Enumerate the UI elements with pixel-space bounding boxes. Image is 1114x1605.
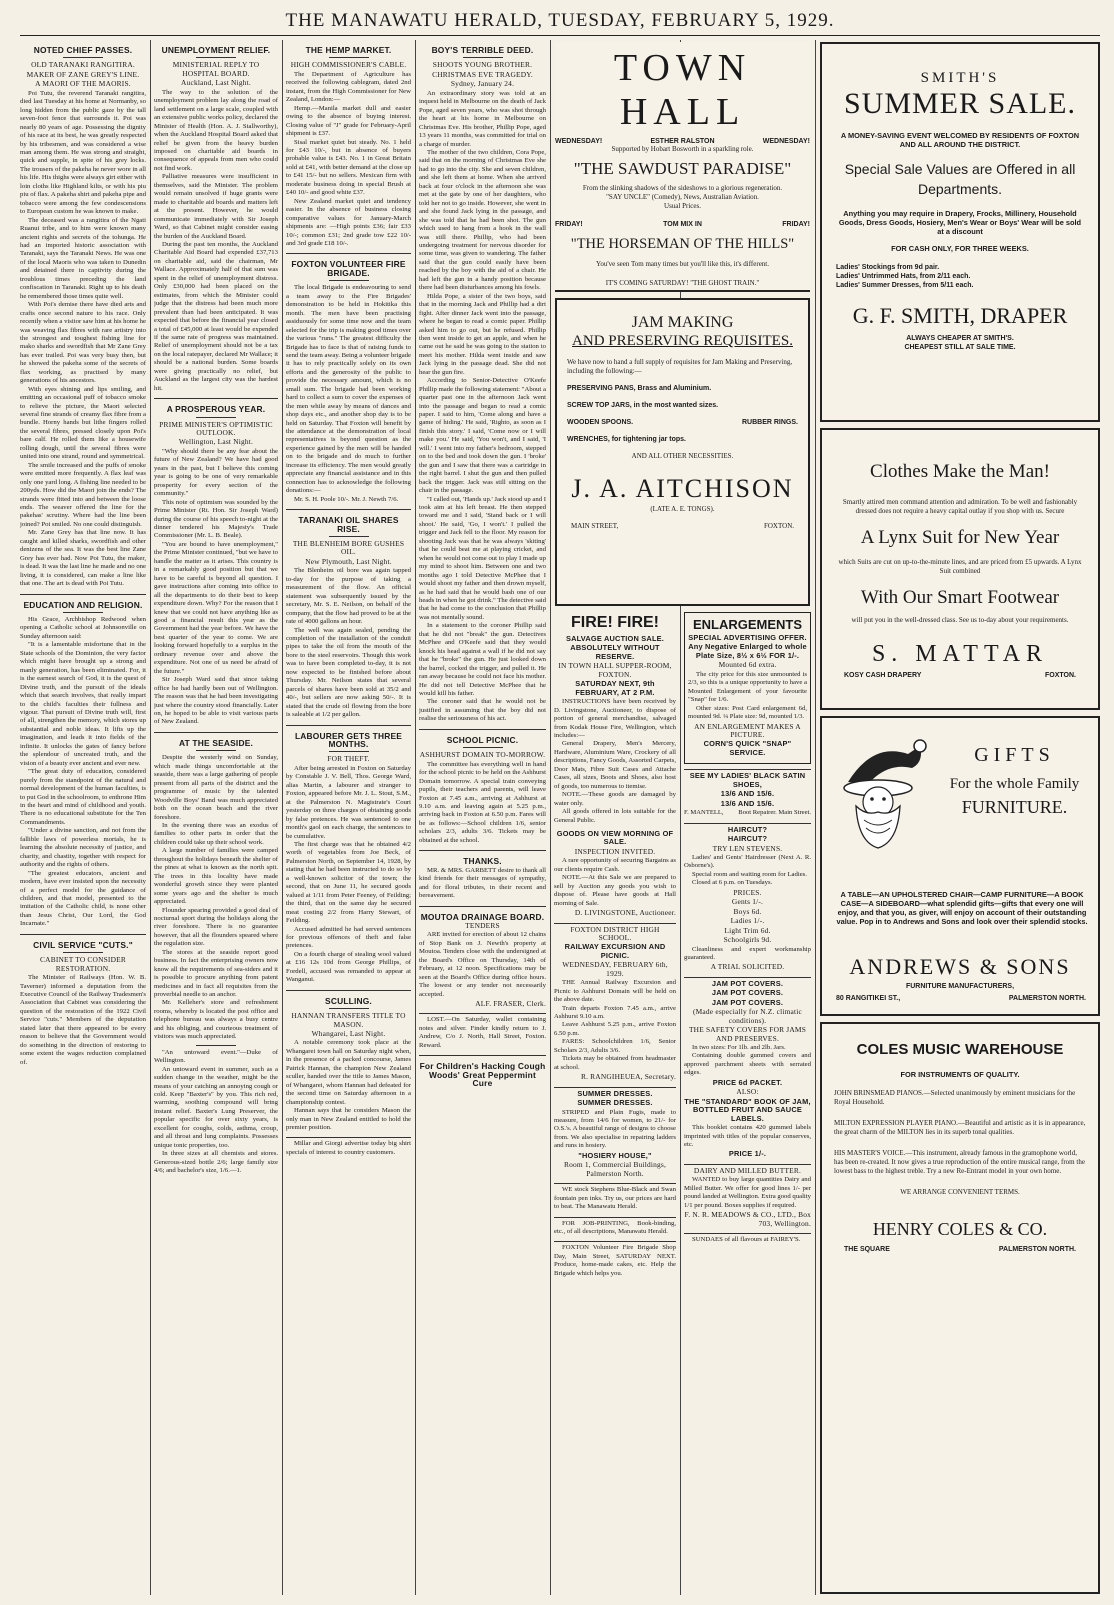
subhead: CABINET TO CONSIDER RESTORATION. xyxy=(40,955,126,973)
subhead: CORN'S QUICK "SNAP" SERVICE. xyxy=(703,739,792,757)
paragraph: Containing double gummed covers and approved parchment sheets with serrated edges. xyxy=(684,1052,811,1077)
smith-text: Special Sale Values are Offered in all Departments. xyxy=(844,161,1076,197)
paragraph: MR. & MRS. GARBETT desire to thank all kind friends for their messages of sympathy, and for floral tributes, in their recent and bereavement. xyxy=(419,866,546,900)
coles-subtitle: FOR INSTRUMENTS OF QUALITY. xyxy=(900,1070,1020,1079)
dateline: Auckland, Last Night. xyxy=(181,78,251,88)
paragraph: The stores at the seaside report good business. In fact the enterprising owners now know all the requirements of sea-siders and it is possible to procure anything from patent medicines and in fact all requisites from the proverbial needle to an anchor. xyxy=(154,948,278,999)
subhead: FOXTON DISTRICT HIGH SCHOOL. xyxy=(570,924,660,942)
andrews-subtitle: FURNITURE MANUFACTURERS, xyxy=(905,983,1015,990)
coles-town: PALMERSTON NORTH. xyxy=(998,1246,1076,1253)
jam-item: WOODEN SPOONS. xyxy=(567,419,634,426)
jam-item: SCREW TOP JARS, in the most wanted sizes. xyxy=(567,402,719,409)
paragraph: "It is a lamentable misfortune that in the State schools of the Dominion, the very factor which might have brought up a strong and manly generation, has been eliminated. For, it is the earnest search of God, it is the quest of Divine truth, and the pursuit of the ideals which that search involves, that really impart to the child's faculties their fullness and vigour. That pursuit of Divine truth will, first of all, strengthen the memory, which stores up substantial and noble ideas. It lifts up the imagination, and leads it into fields of the infinite. It unlocks the gates of fancy before the splendour of uncreated truth, and the vision of a beauty ever ancient and ever new. xyxy=(20,641,146,767)
paragraph: "An untoward event."—Duke of Wellington. xyxy=(154,1048,278,1065)
headline: LABOURER GETS THREE MONTHS. xyxy=(294,730,403,749)
subhead: SEE MY LADIES' BLACK SATIN SHOES, xyxy=(689,771,806,789)
coles-text: JOHN BRINSMEAD PIANOS.—Selected unanimously by eminent musicians for the Royal Household. xyxy=(834,1089,1076,1106)
andrews-subtitle: For the whole Family xyxy=(949,776,1080,792)
support-line: Supported by Hobart Bosworth in a sparkling role. xyxy=(611,145,754,153)
paragraph: STRIPED and Plain Fugis, made to measure, from 14/6 for women, to 21/- for O.S.'s. A beautiful range of designs to choose from. We also specialise in repairing ladders and runs in hosiery. xyxy=(554,1108,676,1150)
subhead: HANNAN TRANSFERS TITLE TO MASON. xyxy=(291,1011,406,1029)
smith-firm: G. F. SMITH, DRAPER xyxy=(852,303,1068,328)
subhead: Room 1, Commercial Buildings, Palmerston North. xyxy=(563,1160,667,1178)
paragraph: Mr. S. H. Poole 10/-. Mr. J. Newth 7/6. xyxy=(294,495,399,503)
subhead: PRICES. xyxy=(733,887,762,897)
coles-text: MILTON EXPRESSION PLAYER PIANO.—Beautiful and artistic as it is in appearance, the great charm of the MILTON lies in its superb tonal qualities. xyxy=(834,1119,1086,1136)
subhead: PRIME MINISTER'S OPTIMISTIC OUTLOOK. xyxy=(159,419,273,438)
film-title: "THE SAWDUST PARADISE" xyxy=(573,159,792,178)
subhead: TENDERS xyxy=(465,920,500,930)
jam-item: RUBBER RINGS. xyxy=(741,419,798,426)
subhead: Mounted 6d extra. xyxy=(718,660,777,670)
subhead: HIGH COMMISSIONER'S CABLE. xyxy=(290,60,407,70)
ad-cough-cure: For Children's Hacking Cough Woods' Great Peppermint Cure xyxy=(419,1061,546,1089)
paragraph: The coroner said that he would not be justified in assuming that the boy did not realise the seriousness of his act. xyxy=(419,698,546,723)
shop-name: F. MANTELL, xyxy=(684,809,724,817)
santa-claus-illustration xyxy=(828,732,928,852)
paragraph: In two sizes: For 1lb. and 2lb. Jars. xyxy=(692,1044,786,1052)
paragraph: THE Annual Railway Excursion and Picnic to Ashhurst Domain will be held on the above date. xyxy=(554,979,676,1004)
subhead: JAM POT COVERS. xyxy=(711,997,784,1007)
subhead: MINISTERIAL REPLY TO HOSPITAL BOARD. xyxy=(172,60,260,78)
paragraph: An extraordinary story was told at an inquest held in Melbourne on the death of Jack Pope, aged seven years, who was shot through the heart at his home in Melbourne on Christmas Eve. His brother, Phillip Pope, aged 13 years 11 months, was committed for trial on a charge of murder. xyxy=(419,89,546,148)
price-item: Schoolgirls 9d. xyxy=(723,935,772,945)
paragraph: Sisal market quiet but steady. No. 1 held for £43 10/-, but in absence of buyers probable value is £43. No. 1 in Great Britain sold at £41, with better demand at the close up to £41 15/- but no sellers. Mexican firm with moderate business doing in special Brush at £40 10/- and good white £37. xyxy=(286,138,411,197)
smith-slogan: CHEAPEST STILL AT SALE TIME. xyxy=(904,344,1016,351)
column-4 xyxy=(419,40,546,1595)
column-1 xyxy=(20,40,146,1595)
paragraph: SUNDAES of all flavours at FAIREY'S. xyxy=(692,1236,801,1244)
mattar-firm: S. MATTAR xyxy=(871,641,1049,667)
coles-text: HIS MASTER'S VOICE.—This instrument, already famous in the gramophone world, has been re-created. It now gives a true reproduction of the entire musical range, from the lowest bass to the highest treble. Try a new Re-Entrant model in your own home. xyxy=(834,1149,1085,1175)
shop-address: Boot Repairer. Main Street. xyxy=(738,809,811,817)
headline: FOXTON VOLUNTEER FIRE BRIGADE. xyxy=(291,259,406,278)
subhead: THE SAFETY COVERS FOR JAMS AND PRESERVES. xyxy=(688,1025,807,1043)
paragraph: Other sizes: Post Card enlargement 6d, mounted 9d. ¼ Plate size: 9d, mounted 1/3. xyxy=(688,704,807,721)
jam-street: MAIN STREET, xyxy=(571,522,619,530)
paragraph: Accused admitted he had served sentences for previous offences of theft and false pretences. xyxy=(286,925,411,950)
ad-andrews-furniture xyxy=(820,716,1100,1016)
paragraph: ARE invited for erection of about 12 chains of Stop Bank on J. Newth's property at Moutoa. Tenders close with the undersigned at the Board's Office on Thursday, 14th of February, at 12 noon. Specifications may be seen at the Board's Office during office hours. The lowest or any tender not necessarily accepted. xyxy=(419,931,546,998)
paragraph: Millar and Giorgi advertise today big shirt specials of interest to country customers. xyxy=(286,1140,411,1156)
subhead: 13/6 AND 15/6. xyxy=(720,789,775,799)
paragraph: Mr. Kelleher's store and refreshment rooms, whereby is located the post office and telephone bureau was always a busy centre and his obliging, and courteous treatment of visitors was much appreciated. xyxy=(154,999,278,1041)
subhead: IN TOWN HALL SUPPER-ROOM, FOXTON. xyxy=(558,661,672,679)
headline: UNEMPLOYMENT RELIEF. xyxy=(161,45,271,55)
subhead: A MAORI OF THE MAORIS. xyxy=(35,79,131,89)
subhead: OLD TARANAKI RANGITIRA. xyxy=(31,60,135,70)
subhead: JAM POT COVERS. xyxy=(711,988,784,998)
town-hall-title: TOWN HALL xyxy=(613,47,752,133)
film-extras: "SAY UNCLE" (Comedy), News, Australian Aviation. xyxy=(606,193,759,201)
paragraph: Sir Joseph Ward said that since taking office he had hardly been out of Wellington. The reason was that he had been investigating just where the country stood financially. Later on, he hoped to be able to visit various parts of New Zealand. xyxy=(154,676,278,726)
star-name: ESTHER RALSTON xyxy=(650,138,715,145)
paragraph: The mother of the two children, Cora Pope, said that on the morning of Christmas Eve she had to go into the city. She and seven children, and she left them at home. When she arrived back at four o'clock in the afternoon she was met at the gate by one of her daughters, who told her not to go inside. However, she went in and she found Jack lying in the passage, and she was told that he had been shot. The gun which used to hang from a hook in the wall was still there. Phillip, who had been undergoing treatment for nervous disorder for some time, was given to wandering. The father said that the gun could easily have been reached by the boy with the aid of a chair. He had left the gun in a handy position because there had been disturbances among his fowls. xyxy=(419,148,546,292)
mattar-text: will put you in the well-dressed class. See us to-day about your requirements. xyxy=(851,616,1069,624)
paragraph: Hemp.—Manila market dull and easier owing to the absence of buying interest. Closing value of "J" grade for February-April shipment is £37. xyxy=(286,104,411,138)
paragraph: A large number of families were camped throughout the holidays beneath the shelter of the pines at what is known as the north spit. The trees in this locality have made wonderful growth since they were planted some years ago and the shelter is much appreciated. xyxy=(154,847,278,906)
coles-text: WE ARRANGE CONVENIENT TERMS. xyxy=(900,1188,1020,1196)
headline: THANKS. xyxy=(463,856,502,867)
paragraph: "I called out, 'Hands up.' Jack stood up and I took aim at his left breast. He then stepped toward me and I said, 'Stand back or I will shoot.' He said, 'Go, I won't.' I pulled the trigger and Jack fell to the floor. My reason for shooting Jack was that he was always 'skiting' that he could beat me at playing cricket, and when he would not come out to play I made up my mind to shoot him. Between one and two months ago I told Detective McPhee that I would shoot my father and then drown myself, as he had said that he would bash one of our heads in when he got drink." The detective said that he had come to the conclusion that Phillip was not mentally sound. xyxy=(419,495,546,621)
headline: MOUTOA DRAINAGE BOARD. xyxy=(420,911,545,922)
subhead: HAIRCUT? xyxy=(727,834,768,844)
paragraph: "The greatest educators, ancient and modern, have ever insisted upon the necessity of a perfect model for the guidance of children, and that model, presented to the imitation of the Catholic child, is none other than Jesus Christ, Our Lord, the God Incarnate." xyxy=(20,869,146,928)
headline: THE HEMP MARKET. xyxy=(305,45,392,55)
dateline: Sydney, January 24. xyxy=(450,79,515,89)
smith-item: Ladies' Summer Dresses, from 5/11 each. xyxy=(836,282,974,289)
subhead: PRICE 1/-. xyxy=(728,1149,767,1159)
column-5 xyxy=(554,612,676,1595)
subhead: HAIRCUT? xyxy=(727,824,768,834)
subhead: JAM POT COVERS. xyxy=(711,978,784,988)
subhead: ALSO: xyxy=(736,1087,759,1097)
price-item: Boys 6d. xyxy=(733,906,762,916)
paragraph: Hilda Pope, a sister of the two boys, said that in the morning Jack and Phillip had a dirt fight. After dinner Jack went into the passage, where he began to read a comic paper. Phillip asked him to go out, but he refused. Phillip then went inside to get an apple, and when he came out he said he was going to the station to meet his mother. Hilda went inside and saw Jack lying in the passage dead. She did not hear the gun fire. xyxy=(419,292,546,376)
subhead: THE "STANDARD" BOOK OF JAM, BOTTLED FRUIT AND SAUCE LABELS. xyxy=(684,1096,811,1123)
column-3 xyxy=(286,40,411,1595)
paragraph: FOR JOB-PRINTING, Book-binding, etc., of all descriptions, Manawatu Herald. xyxy=(554,1219,676,1235)
mattar-headline: With Our Smart Footwear xyxy=(860,587,1060,608)
headline: A PROSPEROUS YEAR. xyxy=(166,404,266,415)
paragraph: The city price for this size unmounted is 2/3, so this is a unique opportunity to have a Mounted Enlargement of your favourite "Snap" for 1/6. xyxy=(688,670,807,704)
price-item: Ladies 1/-. xyxy=(730,916,765,926)
paragraph: The well was again sealed, pending the completion of the installation of the conduit pipes to take the oil from the mouth of the bore to the steel reservoirs. Though this work was to have been completed to-day, it is not now expected to be finished before about Thursday. Mr. Neilson states that several parcels of shares have been sold at 35/2 and 40/-, but sellers are now asking 50/-. It is stated that the crude oil flowing from the bore is saleable at 1/2 per gallon. xyxy=(286,626,411,719)
dateline: Whangarei, Last Night. xyxy=(311,1029,386,1039)
column-rule xyxy=(282,40,283,1595)
paragraph: NOTE.—At this Sale we are prepared to sell by Auction any goods you wish to dispose of. Please have goods at Hall morning of Sale. xyxy=(554,874,676,907)
dateline: New Plymouth, Last Night. xyxy=(305,556,392,566)
headline: SCULLING. xyxy=(325,995,372,1006)
subhead: WEDNESDAY, FEBRUARY 6th, 1929. xyxy=(562,960,668,978)
mattar-text: Smartly attired men command attention and admiration. To be well and fashionably dressed does not require a heavy capital outlay if you shop with us. Secure xyxy=(842,498,1078,515)
jam-title: JAM MAKING xyxy=(631,314,734,331)
subhead: GOODS ON VIEW MORNING OF SALE. xyxy=(556,828,674,847)
paragraph: FOXTON Volunteer Fire Brigade Shop Day, Main Street, SATURDAY NEXT. Produce, home-made cakes, etc. Help the Brigade which helps you. xyxy=(554,1244,676,1277)
subhead: A TRIAL SOLICITED. xyxy=(710,962,785,972)
column-2 xyxy=(154,40,278,1595)
headline: BOY'S TERRIBLE DEED. xyxy=(431,45,534,55)
mattar-town: FOXTON. xyxy=(1045,672,1076,679)
smith-text: FOR CASH ONLY, FOR THREE WEEKS. xyxy=(891,244,1029,253)
paragraph: With eyes shining and lips smiling, and emitting an occasional puff of tobacco smoke to relieve the picture, the Maori selected several fine strands of creamy flax fibre from a bundle. Horny hands but lithe fingers rolled the several fibres, pressed closely upon Poi's bare calf. He rolled them like a housewife rolling dough, until the several fibres were united into one strand, round and symmetrical. xyxy=(20,385,146,461)
paragraph: The first charge was that he obtained 4/2 worth of vegetables from Joe Beck, of Palmerston North, on September 14, 1928, by stating that he had been instructed to do so by a well-known solicitor of the town; the second, that on June 11, he secured goods valued at 1/11 from Peter Feeney, of Feilding; the third, that on the same day he secured meat costing 2/2 from Harry Stewart, of Feilding. xyxy=(286,840,411,925)
subhead: SPECIAL ADVERTISING OFFER. xyxy=(688,633,807,642)
paragraph: The deceased was a rangitira of the Ngati Ruanui tribe, and to him were known many ancient rights and secrets of the tohunga. He had an imported historic association with Taranaki, says the Taranaki News. He was one of the local Maoris who was taken to Dunedin and detained there in captivity during the troublous times preceding the land confiscation in Taranaki. Right up to his death he remembered those times quite well. xyxy=(20,216,146,300)
ad-mattar-clothes xyxy=(820,428,1100,710)
paragraph: WE stock Stephens Blue-Black and Swan fountain pen inks. Try us, our prices are hard to beat. The Manawatu Herald. xyxy=(554,1186,676,1211)
column-6 xyxy=(684,612,811,1595)
jam-item: WRENCHES, for tightening jar tops. xyxy=(567,436,686,443)
price-item: Light Trim 6d. xyxy=(724,925,771,935)
column-rule xyxy=(550,40,551,1595)
paragraph: Mr. Zane Grey has that line now. It has caught and killed sharks, swordfish and other denizens of the sea. It was the best line Zane Grey has ever had. Now Poi Tutu, the maker, is dead. It was the last line he made and no one living, it is considered, can make a line like that one. The art is dead with Poi Tutu. xyxy=(20,529,146,588)
coles-firm: HENRY COLES & CO. xyxy=(872,1219,1048,1239)
paragraph: On a fourth charge of stealing wool valued at £16 12s 10d from George Phillips, of Fordell, accused was remanded to appear at Wanganui. xyxy=(286,950,411,984)
jam-intro: We have now to hand a full supply of requisites for Jam Making and Preserving, including the following:— xyxy=(567,358,793,375)
smith-item: Ladies' Untrimmed Hats, from 2/11 each. xyxy=(836,273,971,280)
jam-subtitle: AND PRESERVING REQUISITES. xyxy=(572,333,793,349)
day-label: WEDNESDAY! xyxy=(555,138,603,145)
subhead: FOR THEFT. xyxy=(327,754,370,764)
subhead: SHOOTS YOUNG BROTHER. xyxy=(432,60,533,70)
paragraph: Despite the westerly wind on Sunday, which made things uncomfortable at the seaside, there was a large gathering of people present from all parts of the district and the programme of music by the talented Woodville Boys' Band was much appreciated both on the ocean beach and the river foreshore. xyxy=(154,754,278,821)
paragraph: According to Senior-Detective O'Keefe Phillip made the following statement: "About a quarter past one in the afternoon Jack went into the passage and began to read a comic paper. I said to him, 'Come along and have a game of hiding.' He said, 'Righto, as soon as I finish this story.' I said, 'Come now or I will make you.' He said, 'You won't, and I said, 'I will.' I went into my father's bedroom, stepped on to the bed and took down the gun. I 'broke' the gun and I saw that there was a cartridge in the right barrel. I shut the gun and then pulled back the trigger. Jack was still sitting on the chair in the passage. xyxy=(419,377,546,495)
subhead: PRICE 6d PACKET. xyxy=(712,1077,783,1087)
coles-title: COLES MUSIC WAREHOUSE xyxy=(856,1041,1064,1058)
headline: EDUCATION AND RELIGION. xyxy=(23,599,143,610)
mattar-headline: A Lynx Suit for New Year xyxy=(860,527,1060,548)
paragraph: The way to the solution of the unemployment problem lay along the road of land settlement on a large scale, coupled with an extensive public works policy, declared the Minister of Health (Hon. A. J. Stallworthy), when the Auckland Hospital Board asked that relief be given from the heavy burden imposed on charitable aid boards in consequence of appeals from men who could not find work. xyxy=(154,88,278,172)
paragraph: A rare opportunity of securing Bargains as our clients require Cash. xyxy=(554,857,676,873)
paragraph: Special room and waiting room for Ladies. xyxy=(692,870,807,878)
subhead: MAKER OF ZANE GREY'S LINE. xyxy=(26,69,140,79)
subhead: CHRISTMAS EVE TRAGEDY. xyxy=(432,69,533,79)
paragraph: FARES: Schoolchildren 1/6, Senior Scholars 2/3, Adults 3/6. xyxy=(554,1038,676,1054)
paragraph: In a statement to the coroner Phillip said that he did not "break" the gun. Detectives McPhee and O'Keefe said that they would knock his head against a wall if he did not say that he "broke" the gun. He just looked down the barrel, cocked the trigger, and pulled it. He ran away because he could not face his mother. He did not tell Detective McPhee that he would kill his father. xyxy=(419,622,546,697)
jam-firm: J. A. AITCHISON xyxy=(571,474,794,503)
andrews-title: GIFTS xyxy=(974,744,1055,766)
signature: ALF. FRASER, Clerk. xyxy=(475,999,546,1009)
jam-item: PRESERVING PANS, Brass and Aluminium. xyxy=(567,385,712,392)
andrews-text: A TABLE—AN UPHOLSTERED CHAIR—CAMP FURNITURE—A BOOK CASE—A SIDEBOARD—what splendid gifts—gifts that every one will enjoy, and that you, as giver, will enjoy on account of their outstanding value. Pop in to Andrews and Sons and look over their splendid stocks. xyxy=(836,890,1088,926)
dateline: Wellington, Last Night. xyxy=(178,437,254,447)
paragraph: During the past ten months, the Auckland Charitable Aid Board had expended £37,713 on charitable aid, said the chairman, Mr Wallace. Approximately half of that sum was spent in the relief of unemployment distress. Only £30,000 had been placed on the estimates, from which the Minister could judge that the distress had been much more prevalent than had been anticipated. It was expected that before the financial year closed a total of £45,000 at least would be expended if the same rate of progress was maintained. Relief of unemployment should not be a tax on the local ratepayer, declared Mr Wallace; it should be a national burden. Some boards were giving practically no relief, but Auckland as the largest city was the hardest hit. xyxy=(154,240,278,392)
jam-town: FOXTON. xyxy=(763,522,794,530)
smith-headline: SUMMER SALE. xyxy=(843,87,1077,120)
mattar-title: Clothes Make the Man! xyxy=(870,461,1050,482)
signature: F. N. R. MEADOWS & CO., LTD., Box 703, Wellington. xyxy=(684,1210,811,1228)
mattar-text: which Suits are cut on up-to-the-minute lines, and are priced from £5 upwards. A Lynx Suit combined xyxy=(838,558,1082,575)
paragraph: Poi Tutu, the reverend Taranaki rangitira, died last Tuesday at his home at Normanby, so long hidden from the public gaze by the tall seven-foot fence that surrounds it. Poi was nearly 80 years of age. Possessing the dignity of his race at its best, he was greatly respected by his tribesmen, and was considered a wise man among them. He was strong and straight, quick and supple, in spite of his grey locks. The trousers of the pakeha he never wore in all his life. His thighs were always girt either with loin cloths like Highland kilts, or with his piu piu of flax. A pakeha shirt and pakeha pipe and tobacco were among the few condescensions to European custom he was known to make. xyxy=(20,89,146,216)
paragraph: Leave Ashhurst 5.25 p.m., arrive Foxton 6.50 p.m. xyxy=(554,1021,676,1037)
paragraph: Palliative measures were insufficient in themselves, said the Minister. The problem would remain unsolved if huge grants were made to charitable aid boards and matters left at the present. However, he would communicate immediately with Sir Joseph Ward, so that Cabinet might consider easing the burden of the Auckland Board. xyxy=(154,173,278,240)
film-blurb: From the slinking shadows of the sideshows to a glorious regeneration. xyxy=(582,184,783,192)
headline: NOTED CHIEF PASSES. xyxy=(33,45,133,55)
subhead: DAIRY AND MILLED BUTTER. xyxy=(693,1165,802,1175)
masthead: THE MANAWATU HERALD, TUESDAY, FEBRUARY 5, 1929. xyxy=(20,10,1100,36)
column-rule xyxy=(150,40,151,1595)
paragraph: The Blenheim oil bore was again tapped to-day for the purpose of taking a measurement of the flow. An official statement was subsequently issued by the secretary, Mr. S. E. Neilson, on behalf of the company, that the flow had proved to be at the rate of 4000 gallons an hour. xyxy=(286,567,411,626)
jam-late: (LATE A. E. TONGS). xyxy=(650,505,715,513)
signature: R. RANGIHEUEA, Secretary. xyxy=(580,1072,676,1082)
headline: CIVIL SERVICE "CUTS." xyxy=(33,939,133,950)
ad-jam-making xyxy=(555,298,810,606)
paragraph: In the evening there was an exodus of families to other parts in order that the children could take up their school work. xyxy=(154,821,278,846)
paragraph: New Zealand market quiet and tendency easier. In the absence of business closing comparative values for January-March shipments are: —High points £36; fair £33 10/-; common £31; 2nd grade tow £22 10/- and 3rd grade £18 10/-. xyxy=(286,197,411,247)
paragraph: An untoward event in summer, such as a sudden change in the weather, might be the means of your catching an annoying cough or cold. Keep "Baxter's" by you. This rich red, warming, soothing compound will bring instant relief. Baxter's Lung Preserver, the popular specific for over sixty years, is excellent for coughs, colds, asthma, croup, and all throat and lung complaints. Possesses unique tonic properties, too. xyxy=(154,1065,278,1149)
paragraph: A notable ceremony took place at the Whangarei town hall on Saturday night when, in the presence of a packed concourse, James Patrick Hannan, the champion New Zealand sculler, handed over the title to James Mason, of Whangarei, whom Hannan had defeated for the second time on Saturday afternoon in a championship contest. xyxy=(286,1039,411,1106)
subhead: THE BLENHEIM BORE GUSHES OIL. xyxy=(292,539,405,557)
fire-sale-title: FIRE! FIRE! xyxy=(571,614,659,631)
coles-address: THE SQUARE xyxy=(844,1246,890,1253)
star-name: TOM MIX IN xyxy=(663,221,702,228)
paragraph: "The great duty of education, considered purely from the standpoint of the natural and normal development of the human faculties, is to put God in the schoolroom, to enthrone Him in the heart and mind of childhood and youth. There is no educational substitute for the Ten Commandments. xyxy=(20,768,146,826)
subhead: ASHHURST DOMAIN TO-MORROW. xyxy=(419,750,546,760)
andrews-address: 80 RANGITIKEI ST., xyxy=(836,995,901,1002)
smith-text: A MONEY-SAVING EVENT WELCOMED BY RESIDENTS OF FOXTON AND ALL AROUND THE DISTRICT. xyxy=(840,131,1080,149)
subhead: SALVAGE AUCTION SALE. xyxy=(565,634,665,643)
prices-note: Usual Prices. xyxy=(664,202,701,210)
paragraph: "Why should there be any fear about the future of New Zealand? We have had good years in the past, but I believe this coming year is going to be one of very remarkable prosperity for every section of the community." xyxy=(154,447,278,498)
coming-soon: IT'S COMING SATURDAY! "THE GHOST TRAIN." xyxy=(605,279,760,287)
paragraph: The smile increased and the puffs of smoke were emitted more frequently. A flax leaf was only one yard long. A fishing line needed to be 200yds. How did the Maori join the ends? The strands were fitted into and between the loose ends. The weaver offered the line for the pakehas' scrutiny. Where had the line been joined? Poi smiled. No one could distinguish. xyxy=(20,461,146,528)
ad-smiths-summer-sale xyxy=(820,42,1100,422)
subhead: TRY LEN STEVENS. xyxy=(712,843,783,853)
jam-item: AND ALL OTHER NECESSITIES. xyxy=(631,452,734,460)
day-label: FRIDAY! xyxy=(782,221,810,228)
subhead: AN ENLARGEMENT MAKES A PICTURE. xyxy=(694,721,801,739)
smith-item: Ladies' Stockings from 9d pair. xyxy=(836,264,940,271)
paragraph: "Under a divine sanction, and not from the fallible laws of powerless mortals, he is learning the absolute necessity of justice, and charity, and chastity, together with respect for authority and the rights of others. xyxy=(20,827,146,869)
paragraph: After being arrested in Foxton on Saturday by Constable J. V. Bell, Thos. George Ward, alias Martin, a labourer and stranger to Foxton, appeared before Mr. J. L. Stout, S.M., at the Palmerston N. Magistrate's Court yesterday on three charges of obtaining goods by false pretences. He was sentenced to one month's gaol on each charge, the sentences to be cumulative. xyxy=(286,764,411,840)
andrews-firm: ANDREWS & SONS xyxy=(849,954,1071,979)
paragraph: Train departs Foxton 7.45 a.m., arrive Ashhurst 9.10 a.m. xyxy=(554,1004,676,1021)
andrews-town: PALMERSTON NORTH. xyxy=(1008,995,1086,1002)
smith-text: Anything you may require in Drapery, Frocks, Millinery, Household Goods, Dress Goods, Hosiery, Men's Wear or Boys' Wear will be sold at a discount xyxy=(838,209,1082,236)
mattar-slogan: KOSY CASH DRAPERY xyxy=(844,672,922,679)
subhead: INSPECTION INVITED. xyxy=(574,846,656,856)
subhead: SATURDAY NEXT, 9th FEBRUARY, AT 2 P.M. xyxy=(575,679,655,697)
column-rule xyxy=(415,40,416,1595)
paragraph: His Grace, Archbishop Redwood when opening a Catholic school at Johnsonville on Sunday afternoon said: xyxy=(20,616,146,640)
subhead: 13/6 AND 15/6. xyxy=(720,798,775,808)
headline: TARANAKI OIL SHARES RISE. xyxy=(298,515,399,534)
paragraph: "You are bound to have unemployment," the Prime Minister continued, "but we have to handle the matter as it arises. This country is in a remarkably good position but that we have to be careful is beyond all question. I gave instructions after coming into office to all the departments to do their best to keep expenditure down. Why? For the reason that I knew that we could not have anything like as good a financial result this year as the Government had the year before. We have the best quarter of the year to come. We are looking forward hopefully to a surplus in the ordinary revenue over and above the expenditure. Not one of us need be afraid of the future." xyxy=(154,540,278,675)
paragraph: The Minister of Railways (Hon. W. B. Taverner) informed a deputation from the Executive Council of the Railway Tradesmen's Association that Cabinet was considering the question of the restoration of the 1922 Civil Service "cuts." Members of the deputation stated later that there appeared to be every reason to believe that the Government would do something in the direction of restoring to some extent the wages reduction complained of. xyxy=(20,974,146,1066)
subhead: SUMMER DRESSES. xyxy=(577,1088,653,1098)
ad-town-hall xyxy=(555,42,810,292)
column-rule xyxy=(815,40,816,1595)
paragraph: Ladies' and Gents' Hairdresser (Next A. R. Osborne's). xyxy=(684,853,811,870)
paragraph: This booklet contains 420 gummed labels imprinted with titles of the popular conserves, etc. xyxy=(684,1124,811,1149)
andrews-headline: FURNITURE. xyxy=(961,797,1068,817)
film-title: "THE HORSEMAN OF THE HILLS" xyxy=(570,236,795,252)
ad-coles-music xyxy=(820,1022,1100,1594)
subhead: SUMMER DRESSES. xyxy=(577,1098,653,1108)
subhead: Any Negative Enlarged to whole Plate Size, 8½ x 6½ FOR 1/-. xyxy=(688,642,807,660)
paragraph: WANTED to buy large quantities Dairy and Milled Butter. We offer for good lines 1/- per pound landed at Wellington. Extra good quality 1/1 per pound. Boxes supplies if required. xyxy=(684,1176,811,1209)
paragraph: The Department of Agriculture has received the following cablegram, dated 2nd instant, from the High Commissioner for New Zealand, London:— xyxy=(286,70,411,104)
paragraph: Cleanliness and expert workmanship guaranteed. xyxy=(684,945,811,961)
paragraph: Hannan says that he considers Mason the only man in New Zealand entitled to hold the premier position. xyxy=(286,1107,411,1132)
day-label: FRIDAY! xyxy=(555,221,583,228)
smith-title: SMITH'S xyxy=(920,70,1000,86)
enlargements-title: ENLARGEMENTS xyxy=(692,617,803,632)
headline: AT THE SEASIDE. xyxy=(178,737,254,748)
paragraph: General Drapery, Men's Mercery, Hardware, Aluminium Ware, Crockery of all descriptions, Fancy Goods, Assorted Carpets, Door Mats, Fibre Suit Cases and Attache Cases, all sizes, Boots and Shoes, also host of goods, too numerous to itemise. xyxy=(554,740,676,790)
subhead: "HOSIERY HOUSE," xyxy=(578,1150,652,1160)
paragraph: Closed at 6 p.m. on Tuesdays. xyxy=(692,879,773,887)
paragraph: With Poi's demise there have died arts and crafts once second nature to his race. Only recently when a visitor saw him at his home he was weaving flax fibres with rare artistry into the strongest and toughest fishing line for mako sharks and swordfish that Mr Zane Grey has ever trailed. Poi was very busy then, but he showed the pakeha some of the secrets of flax working, as practised by many generations of his ancestors. xyxy=(20,301,146,385)
paragraph: INSTRUCTIONS have been received by D. Livingstone, Auctioneer, to dispose of portion of general merchandise, salvaged from Kodak House Fire, Wellington, which includes:— xyxy=(554,698,676,739)
paragraph: LOST.—On Saturday, wallet containing notes and silver. Finder kindly return to J. Andrew, C/o J. North, Hall Street, Foxton. Reward. xyxy=(419,1016,546,1049)
headline: SCHOOL PICNIC. xyxy=(446,734,519,745)
paragraph: This note of optimism was sounded by the Prime Minister (Rt. Hon. Sir Joseph Ward) during the course of his speech to-night at the dinner tendered his Majesty's Trade Commissioner (Mr. L. B. Beale). xyxy=(154,498,278,540)
subhead: (Made especially for N.Z. climatic conditions). xyxy=(693,1007,802,1025)
paragraph: In three sizes at all chemists and stores. Generous-sized bottle 2/6; large family size 4/6; and bachelor's size, 1/6.—1. xyxy=(154,1150,278,1175)
smith-slogan: ALWAYS CHEAPER AT SMITH'S. xyxy=(906,335,1014,342)
paragraph: NOTE.—These goods are damaged by water only. xyxy=(554,791,676,807)
paragraph: All goods offered in lots suitable for the General Public. xyxy=(554,808,676,824)
signature: D. LIVINGSTONE, Auctioneer. xyxy=(574,908,676,918)
paragraph: Flounder spearing provided a good deal of nocturnal sport during the holidays along the river foreshore. There is no guarantee however, that all the flounders speared where the regulation size. xyxy=(154,906,278,948)
film-blurb: You've seen Tom many times but you'll like this, it's different. xyxy=(595,260,770,268)
paragraph: The committee has everything well in hand for the school picnic to be held on the Ashhurst Domain tomorrow. A special train conveying pupils, their teachers and parents, will leave Foxton at 7.45 a.m., arriving at Ashhurst at 9.10 a.m. and leaving again at 5.25 p.m., arriving back in Foxton at 6.50 p.m. Fares will be as follows:—School children 1/6, senior scholars 2/3, adults 3/6. Tickets may be obtained at the school. xyxy=(419,760,546,844)
price-item: Gents 1/-. xyxy=(731,897,764,907)
subhead: RAILWAY EXCURSION AND PICNIC. xyxy=(564,942,666,960)
subhead: ABSOLUTELY WITHOUT RESERVE. xyxy=(570,643,660,661)
paragraph: Tickets may be obtained from headmaster at school. xyxy=(554,1055,676,1071)
paragraph: The local Brigade is endeavouring to send a team away to the Fire Brigades' demonstration to be held in Hokitika this month. The men have been practising assiduously for some time now and the team selected for the trip is making good times over the various "runs." The greatest difficulty the Brigade has to face is that of raising funds to send the team away. Being a volunteer brigade it has to rely practically solely on its own efforts and the generosity of the public to provide the necessary amount, which is no small sum. The brigade had been working hard to collect a sum to cover the expenses of the men while away by means of dances and shop days etc., and another shop day is to be held on Saturday. That Foxton will benefit by the attendance at the demonstration of local representatives is beyond question as the experience gained by the men will be handed on to the brigade and do much to further increase its efficiency. The men would greatly appreciate any financial assistance and in this connection has to acknowledge the following donations:— xyxy=(286,284,411,495)
day-label: WEDNESDAY! xyxy=(762,138,810,145)
